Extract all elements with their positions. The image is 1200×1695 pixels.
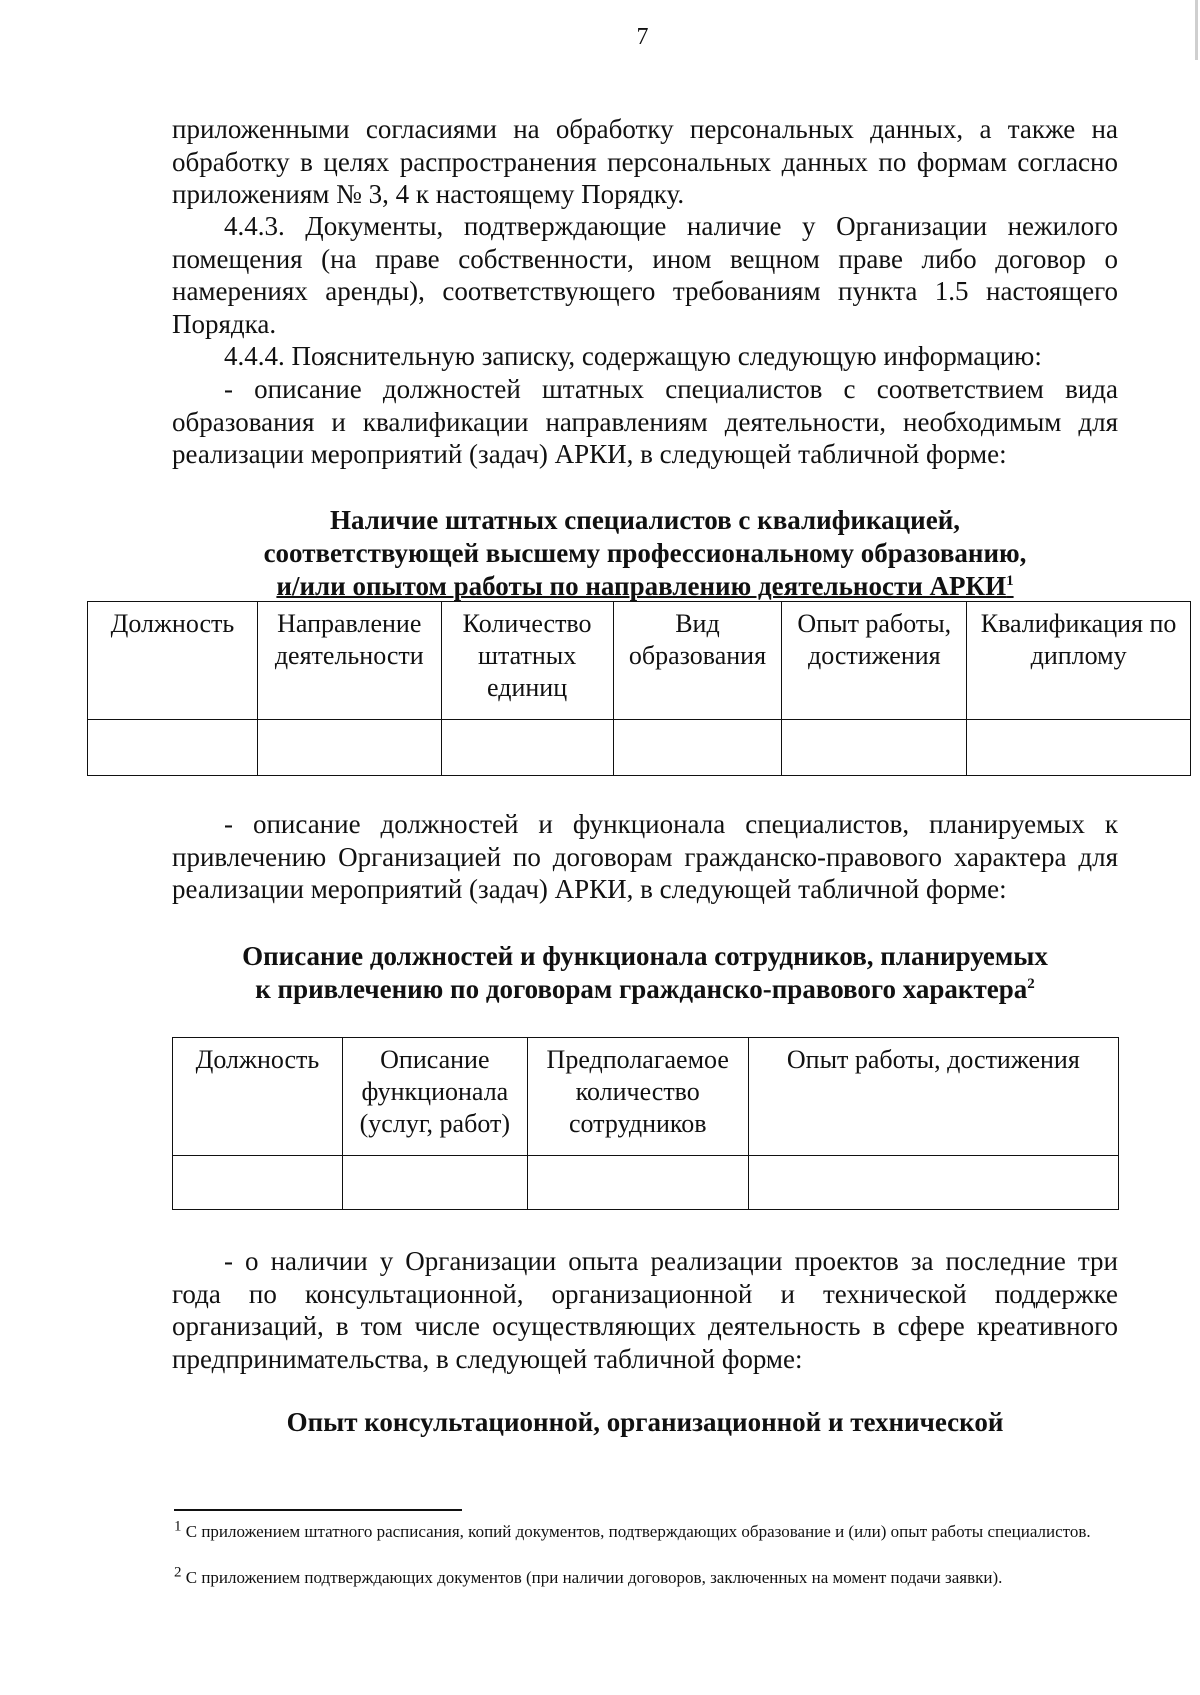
footnote-ref: 2 bbox=[1027, 976, 1035, 992]
column-header: Опыт работы, достижения bbox=[748, 1038, 1118, 1156]
table-header-row bbox=[173, 1038, 1119, 1156]
table-header-row bbox=[88, 602, 1191, 720]
table-row bbox=[173, 1156, 1119, 1210]
footnote-separator bbox=[174, 1509, 462, 1511]
footnote-text: С приложением подтверждающих документов (при наличии договоров, заключенных на момент подачи заявки). bbox=[185, 1568, 1003, 1587]
page-number: 7 bbox=[636, 24, 649, 50]
table1-title bbox=[130, 504, 1160, 603]
table-cell bbox=[527, 1156, 748, 1210]
staff-specialists-table bbox=[87, 601, 1191, 776]
table1-title-line: соответствующей высшему профессиональному образованию, bbox=[263, 538, 1027, 568]
table2-title-line bbox=[130, 973, 1160, 1006]
footnote-mark: 1 bbox=[174, 1518, 182, 1535]
column-header: Количество штатных единиц bbox=[441, 602, 613, 720]
paragraph-4-4-4: 4.4.4. Пояснительную записку, содержащую следующую информацию: bbox=[224, 341, 1042, 371]
table2-title-line-text: к привлечению по договорам гражданско-правового характера bbox=[255, 974, 1028, 1004]
footnote-2 bbox=[174, 1564, 1114, 1589]
paragraph-consents: приложенными согласиями на обработку персональных данных, а также на обработку в целях распространения персональных данных по формам согласно приложениям № 3, 4 к настоящему Порядку. bbox=[172, 114, 1118, 209]
column-header: Направление деятельности bbox=[257, 602, 441, 720]
footnote-text: С приложением штатного расписания, копий документов, подтверждающих образование и (или) опыт работы специалистов. bbox=[185, 1522, 1091, 1541]
paragraph-4-4-3: 4.4.3. Документы, подтверждающие наличие у Организации нежилого помещения (на праве собственности, ином вещном праве либо договор о намерениях аренды), соответствующего требованиям пункта 1.5 настоящего Порядка. bbox=[172, 211, 1118, 339]
column-header: Описание функционала (услуг, работ) bbox=[342, 1038, 527, 1156]
table-cell bbox=[748, 1156, 1118, 1210]
column-header: Квалификация по диплому bbox=[967, 602, 1191, 720]
table-cell bbox=[967, 720, 1191, 776]
table1-title-line-text: и/или опытом работы по направлению деятельности АРКИ bbox=[276, 571, 1007, 601]
footnote-ref: 1 bbox=[1006, 573, 1014, 589]
table-cell bbox=[257, 720, 441, 776]
column-header: Опыт работы, достижения bbox=[782, 602, 967, 720]
column-header: Должность bbox=[88, 602, 258, 720]
table3-title: Опыт консультационной, организационной и технической bbox=[286, 1407, 1004, 1437]
footnote-1 bbox=[174, 1518, 1114, 1543]
table-row bbox=[88, 720, 1191, 776]
table-cell bbox=[613, 720, 782, 776]
table-cell bbox=[342, 1156, 527, 1210]
footnote-mark: 2 bbox=[174, 1564, 182, 1581]
table-cell bbox=[782, 720, 967, 776]
column-header: Предполагаемое количество сотрудников bbox=[527, 1038, 748, 1156]
table-cell bbox=[173, 1156, 343, 1210]
table1-title-line: Наличие штатных специалистов с квалификацией, bbox=[329, 505, 961, 535]
paragraph-staff-description: - описание должностей штатных специалистов с соответствием вида образования и квалификации направлениям деятельности, необходимым для реализации мероприятий (задач) АРКИ, в следующей табличной форме: bbox=[172, 374, 1118, 469]
table2-title-line: Описание должностей и функционала сотрудников, планируемых bbox=[242, 941, 1048, 971]
paragraph-contractors-description: - описание должностей и функционала специалистов, планируемых к привлечению Организацией по договорам гражданско-правового характера для реализации мероприятий (задач) АРКИ, в следующей табличной форме: bbox=[172, 809, 1118, 904]
contractors-table bbox=[172, 1037, 1119, 1210]
table-cell bbox=[88, 720, 258, 776]
paragraph-project-experience: - о наличии у Организации опыта реализации проектов за последние три года по консультационной, организационной и технической поддержке организаций, в том числе осуществляющих деятельность в сфере креативного предпринимательства, в следующей табличной форме: bbox=[172, 1246, 1118, 1374]
table-cell bbox=[441, 720, 613, 776]
table1-title-line bbox=[130, 570, 1160, 603]
column-header: Вид образования bbox=[613, 602, 782, 720]
table2-title bbox=[130, 940, 1160, 1006]
column-header: Должность bbox=[173, 1038, 343, 1156]
